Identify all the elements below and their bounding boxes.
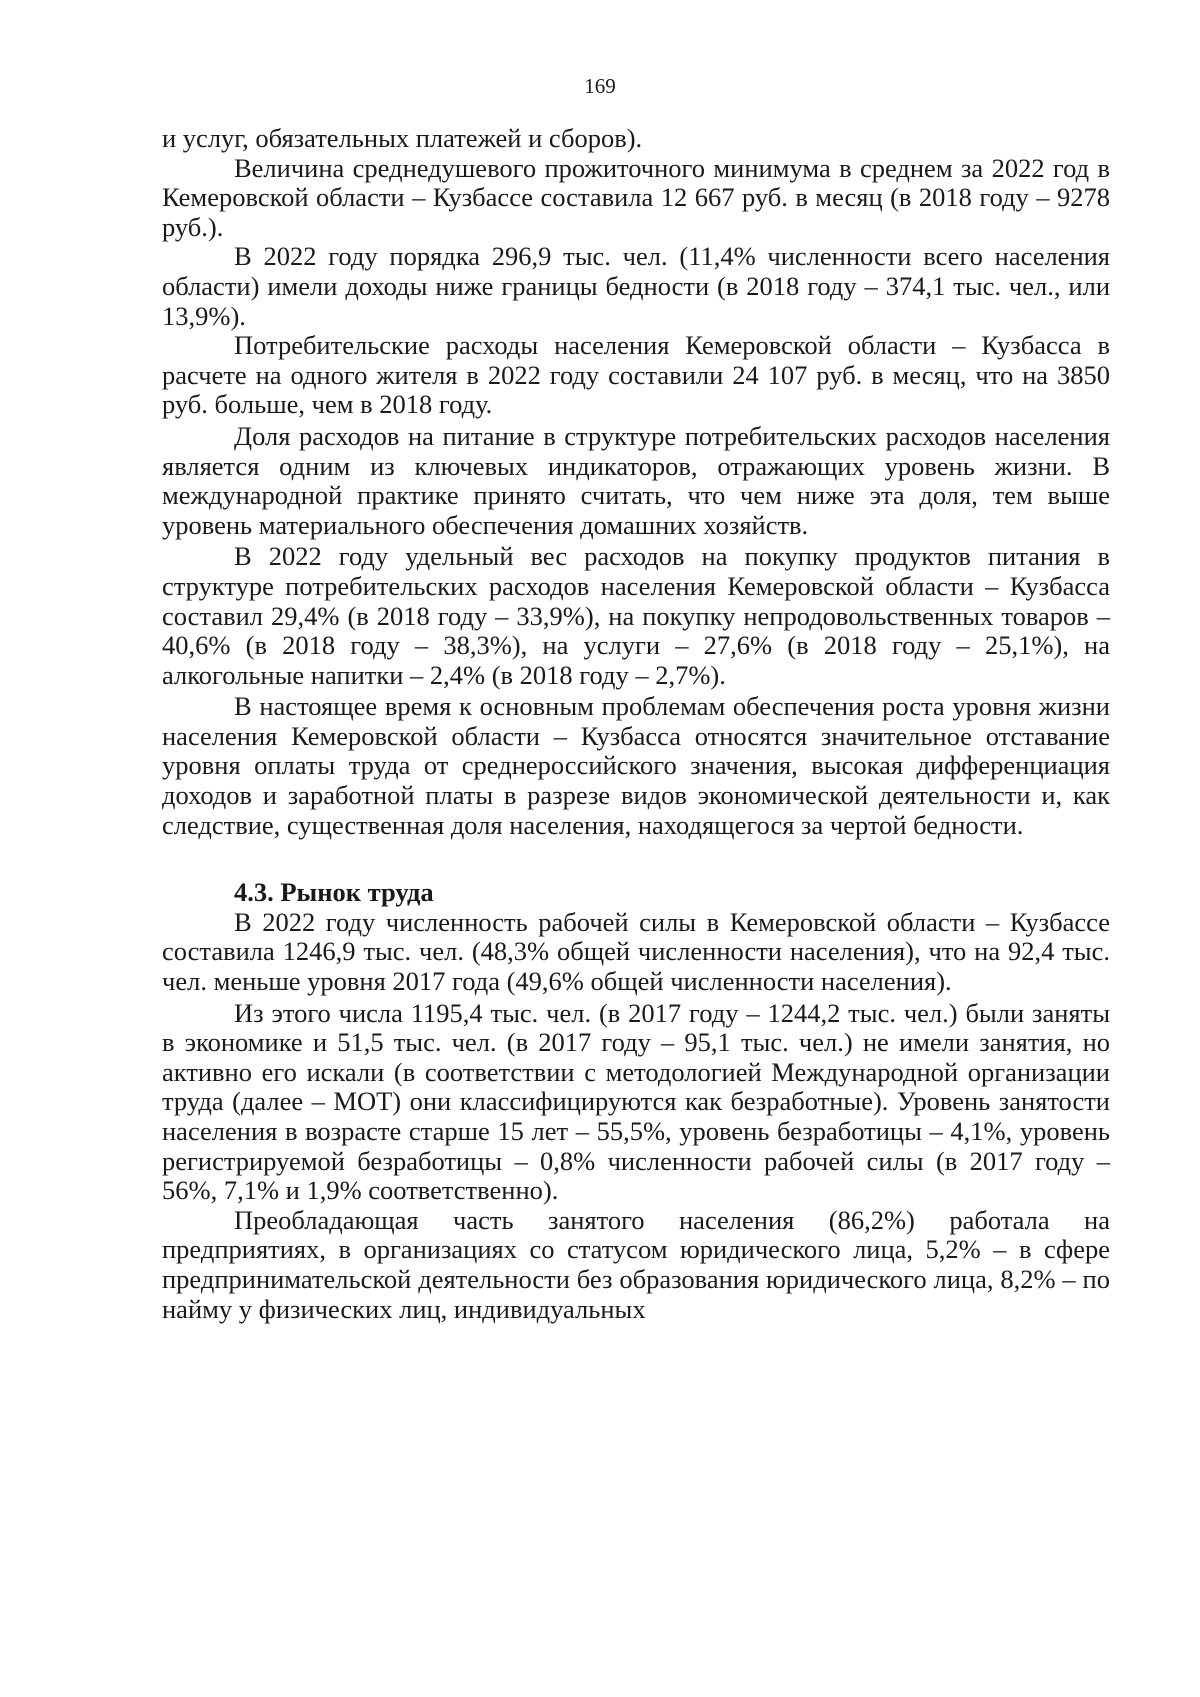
paragraph-employment: Из этого числа 1195,4 тыс. чел. (в 2017 году – 1244,2 тыс. чел.) были заняты в экономике и 51,5 тыс. чел. (в 2017 году – 95,1 тыс. чел.) не имели занятия, но активно его искали (в соответствии с методологией Международной организации труда (далее – МОТ) они классифицируются как безработные). Уровень занятости населения в возрасте старше 15 лет – 55,5%, уровень безработицы – 4,1%, уровень регистрируемой безработицы – 0,8% численности рабочей силы (в 2017 году – 56%, 7,1% и 1,9% соответственно). bbox=[162, 997, 1110, 1206]
paragraph-labor-force: В 2022 году численность рабочей силы в Кемеровской области – Кузбассе составила 1246,9 тыс. чел. (48,3% общей численности населения), что на 92,4 тыс. чел. меньше уровня 2017 года (49,6% общей численности населения). bbox=[162, 906, 1110, 997]
paragraph-food-share: Доля расходов на питание в структуре потребительских расходов населения является одним из ключевых индикаторов, отражающих уровень жизни. В международной практике принято считать, что чем ниже эта доля, тем выше уровень материального обеспечения домашних хозяйств. bbox=[162, 420, 1110, 540]
paragraph-poverty: В 2022 году порядка 296,9 тыс. чел. (11,4% численности всего населения области) имели доходы ниже границы бедности (в 2018 году – 374,1 тыс. чел., или 13,9%). bbox=[162, 241, 1110, 331]
document-body bbox=[162, 124, 1110, 1324]
paragraph-consumer-spending: Потребительские расходы населения Кемеровской области – Кузбасса в расчете на одного жителя в 2022 году составили 24 107 руб. в месяц, что на 3850 руб. больше, чем в 2018 году. bbox=[162, 330, 1110, 420]
paragraph-spending-structure: В 2022 году удельный вес расходов на покупку продуктов питания в структуре потребительских расходов населения Кемеровской области – Кузбасса составил 29,4% (в 2018 году – 33,9%), на покупку непродовольственных товаров – 40,6% (в 2018 году – 38,3%), на услуги – 27,6% (в 2018 году – 25,1%), на алкогольные напитки – 2,4% (в 2018 году – 2,7%). bbox=[162, 541, 1110, 690]
paragraph-subsistence-minimum: Величина среднедушевого прожиточного минимума в среднем за 2022 год в Кемеровской области – Кузбассе составила 12 667 руб. в месяц (в 2018 году – 9278 руб.). bbox=[162, 152, 1110, 242]
section-heading-labor-market: 4.3. Рынок труда bbox=[234, 877, 434, 908]
paragraph-living-standard-problems: В настоящее время к основным проблемам обеспечения роста уровня жизни населения Кемеровской области – Кузбасса относятся значительное отставание уровня оплаты труда от среднероссийского значения, высокая дифференциация доходов и заработной платы в разрезе видов экономической деятельности и, как следствие, существенная доля населения, находящегося за чертой бедности. bbox=[162, 691, 1110, 840]
paragraph-employment-structure: Преобладающая часть занятого населения (86,2%) работала на предприятиях, в организациях со статусом юридического лица, 5,2% – в сфере предпринимательской деятельности без образования юридического лица, 8,2% – по найму у физических лиц, индивидуальных bbox=[162, 1204, 1110, 1324]
paragraph-continuation: и услуг, обязательных платежей и сборов). bbox=[162, 123, 643, 153]
page-number: 169 bbox=[584, 74, 616, 98]
